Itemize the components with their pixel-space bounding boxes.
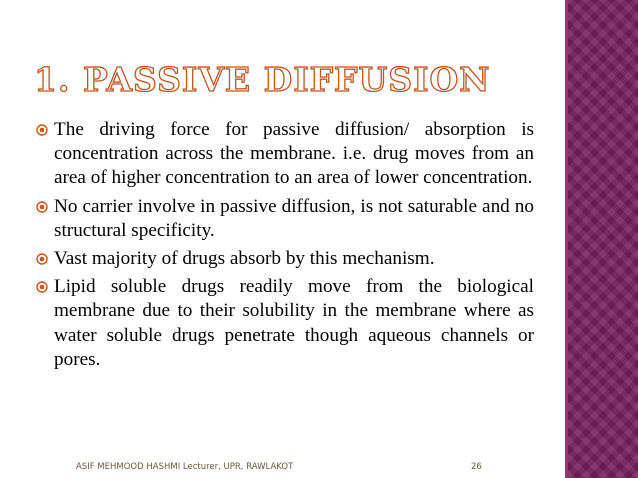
bullet-item [38, 275, 534, 372]
bullet-item [38, 195, 534, 243]
bullet-text: The driving force for passive diffusion/ absorption is concentration across the membrane. i.e. drug moves from an area of higher concentration to an area of lower concentration. [54, 119, 534, 189]
slide-title: 1. PASSIVE DIFFUSION [34, 60, 491, 99]
bullet-item [38, 247, 534, 271]
circled-dot-bullet-icon [36, 201, 48, 213]
footer-author: ASIF MEHMOOD HASHMI Lecturer, UPR, RAWLAKOT [76, 462, 294, 472]
bullet-text: Lipid soluble drugs readily move from the biological membrane due to their solubility in the membrane where as water soluble drugs penetrate though aqueous channels or pores. [54, 276, 534, 370]
bullet-text: Vast majority of drugs absorb by this mechanism. [54, 248, 435, 270]
bullet-list [38, 118, 534, 376]
decorative-side-band [568, 0, 638, 478]
circled-dot-bullet-icon [36, 253, 48, 265]
bullet-item [38, 118, 534, 191]
circled-dot-bullet-icon [36, 281, 48, 293]
bullet-text: No carrier involve in passive diffusion, is not saturable and no structural specificity. [54, 195, 534, 241]
footer-page-number: 26 [471, 462, 482, 472]
circled-dot-bullet-icon [36, 124, 48, 136]
